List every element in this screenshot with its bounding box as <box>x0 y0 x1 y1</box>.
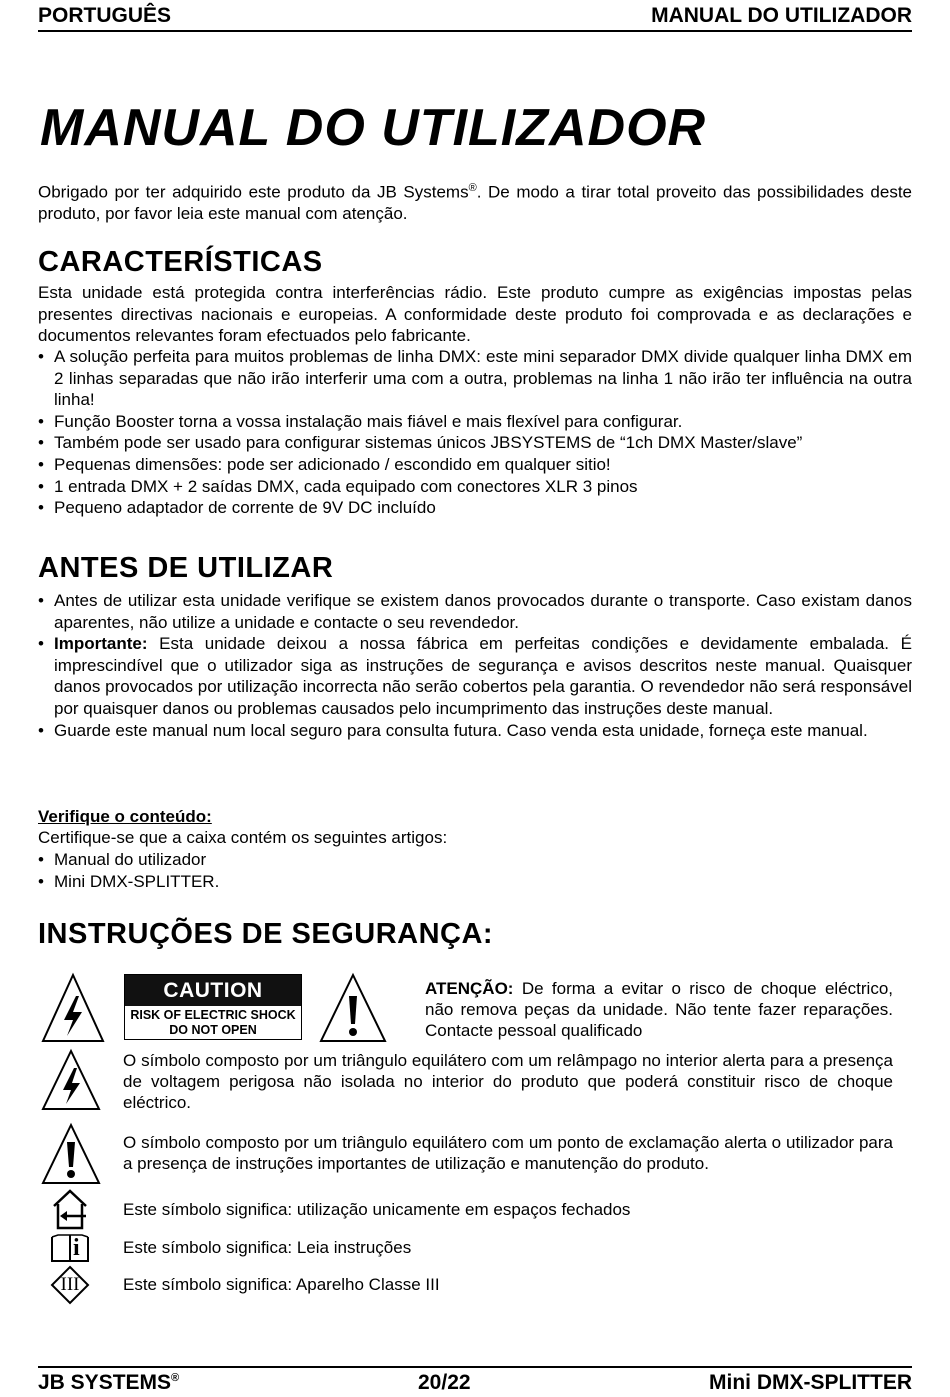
footer-product: Mini DMX-SPLITTER <box>709 1371 912 1394</box>
exclamation-warning-icon <box>40 1122 102 1186</box>
list-item: • Também pode ser usado para configurar sistemas únicos JBSYSTEMS de “1ch DMX Master/slave” <box>38 432 912 454</box>
page-title: MANUAL DO UTILIZADOR <box>40 99 707 157</box>
class-iii-icon <box>50 1265 90 1305</box>
read-instructions-icon <box>50 1233 90 1263</box>
list-item: • A solução perfeita para muitos problemas de linha DMX: este mini separador DMX divide qualquer linha DMX em 2 linhas separadas que não irão interferir uma com a outra, problemas na linha 1 não irão ter influência na outra linha! <box>38 346 912 411</box>
list-item: • Mini DMX-SPLITTER. <box>38 871 912 893</box>
before-use-heading: ANTES DE UTILIZAR <box>38 552 334 584</box>
contents-paragraph: Certifique-se que a caixa contém os seguintes artigos: <box>38 828 448 847</box>
features-paragraph: Esta unidade está protegida contra interferências rádio. Este produto cumpre as exigências impostas pelas presentes directivas nacionais e europeias. A conformidade deste produto foi comprovada e as declarações e documentos relevantes foram efectuados pelo fabricante. <box>38 283 912 346</box>
list-item: • Guarde este manual num local seguro para consulta futura. Caso venda esta unidade, forneça este manual. <box>38 720 912 742</box>
list-item: • Pequenas dimensões: pode ser adicionado / escondido em qualquer sitio! <box>38 454 912 476</box>
list-item: • 1 entrada DMX + 2 saídas DMX, cada equipado com conectores XLR 3 pinos <box>38 476 912 498</box>
list-item: • Antes de utilizar esta unidade verifique se existem danos provocados durante o transporte. Caso existam danos aparentes, não utilize a unidade e contacte o seu revendedor. <box>38 590 912 633</box>
header-manual-title: MANUAL DO UTILIZADOR <box>651 4 912 27</box>
lightning-warning-icon <box>40 972 106 1044</box>
exclamation-warning-icon <box>318 972 388 1044</box>
list-item: • Importante: Esta unidade deixou a nossa fábrica em perfeitas condições e devidamente embalada. É imprescindível que o utilizador siga as instruções de segurança e avisos descritos neste manual. Quaisquer danos provocados por utilização incorrecta não serão cobertos pela garantia. O revendedor não será responsável por quaisquer danos ou problemas causados pelo incumprimento das instruções deste manual. <box>38 633 912 719</box>
caution-title: CAUTION <box>125 975 301 1006</box>
caution-label <box>124 974 302 1040</box>
lightning-warning-icon <box>40 1048 102 1112</box>
caution-line-2: DO NOT OPEN <box>169 1023 257 1037</box>
list-item: • Função Booster torna a vossa instalação mais fiável e mais flexível para configurar. <box>38 411 912 433</box>
class-iii-glyph: III <box>60 1274 80 1295</box>
contents-list <box>38 849 912 892</box>
class-iii-symbol-text: Este símbolo significa: Aparelho Classe III <box>123 1275 440 1294</box>
page-header <box>38 2 912 32</box>
contents-heading: Verifique o conteúdo: <box>38 807 212 826</box>
intro-paragraph: Obrigado por ter adquirido este produto da JB Systems®. De modo a tirar total proveito das possibilidades deste produto, por favor leia este manual com atenção. <box>38 182 912 224</box>
footer-brand: JB SYSTEMS® <box>38 1371 180 1394</box>
list-item: • Pequeno adaptador de corrente de 9V DC incluído <box>38 497 912 519</box>
exclamation-symbol-text: O símbolo composto por um triângulo equilátero com um ponto de exclamação alerta o utilizador para a presença de instruções importantes de utilização e manutenção do produto. <box>123 1133 893 1173</box>
indoor-symbol-text: Este símbolo significa: utilização unicamente em espaços fechados <box>123 1200 631 1219</box>
page-number: 20/22 <box>418 1371 471 1394</box>
list-item: • Manual do utilizador <box>38 849 912 871</box>
read-symbol-text: Este símbolo significa: Leia instruções <box>123 1238 412 1257</box>
before-use-list <box>38 590 912 741</box>
lightning-symbol-text: O símbolo composto por um triângulo equilátero com um relâmpago no interior alerta para a presença de voltagem perigosa não isolada no interior do produto que poderá constituir risco de choque eléctrico. <box>123 1051 893 1112</box>
features-list <box>38 346 912 519</box>
caution-line-1: RISK OF ELECTRIC SHOCK <box>130 1008 296 1022</box>
safety-heading: INSTRUÇÕES DE SEGURANÇA: <box>38 918 494 950</box>
info-glyph: i <box>73 1235 80 1261</box>
page-footer <box>38 1366 912 1396</box>
header-language: PORTUGUÊS <box>38 4 172 27</box>
features-heading: CARACTERÍSTICAS <box>38 246 323 278</box>
attention-text: ATENÇÃO: De forma a evitar o risco de choque eléctrico, não remova peças da unidade. Não tente fazer reparações. Contacte pessoal qualificado <box>425 979 893 1040</box>
indoor-use-icon <box>50 1188 90 1232</box>
